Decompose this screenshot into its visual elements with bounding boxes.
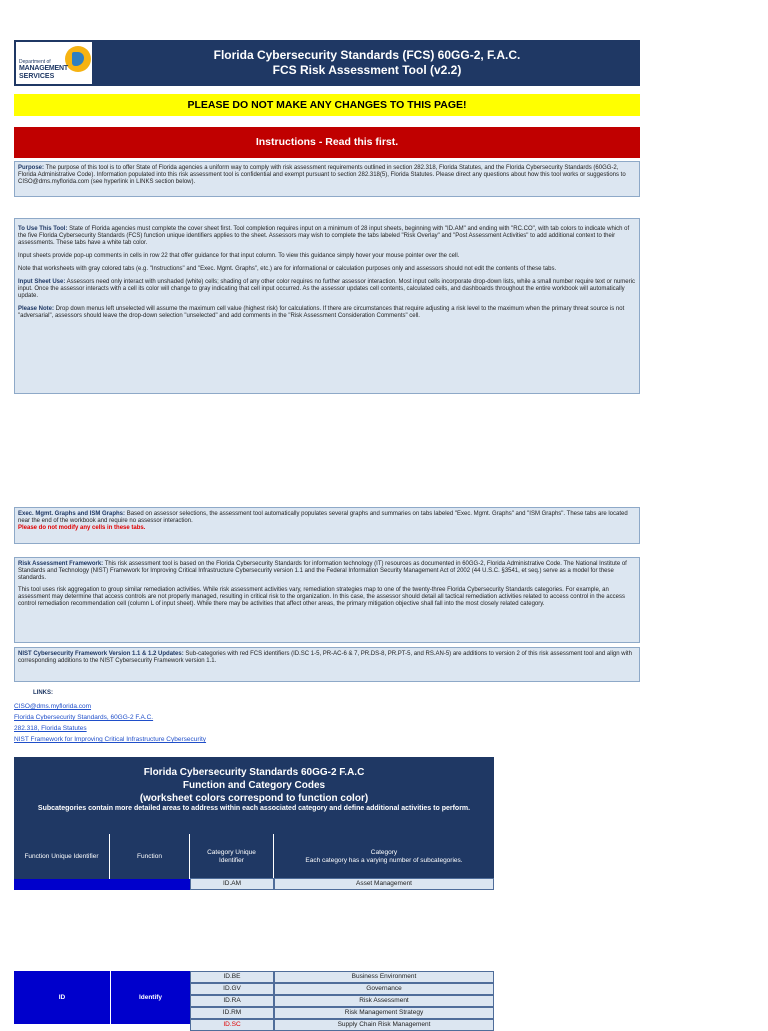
function-table-column-headers [14, 834, 494, 879]
category-code-cell: ID.RM [190, 1007, 274, 1019]
purpose-box [14, 161, 640, 197]
col-category-id: Category Unique Identifier [190, 834, 274, 879]
florida-seal-icon [65, 46, 91, 72]
input-sheet-text: Assessors need only interact with unshaded (white) cells; shading of any other color requires no further assessor interaction. Most input cells incorporate drop-down lists, while a small number require text or numeric input. Once the assessor interacts with a cell its color will change to gray indicating that cell input occurred. As the assessor updates cell contents, calculated cells, and dashboards throughout the entire workbook will automatically update. [18, 278, 635, 299]
logo-line1: Department of [19, 59, 51, 65]
dms-logo [16, 42, 92, 84]
category-code-cell: ID.RA [190, 995, 274, 1007]
statutes-link[interactable]: 282.318, Florida Statutes [14, 725, 87, 732]
framework-text: This risk assessment tool is based on the Florida Cybersecurity Standards for information technology (IT) resources as documented in 60GG-2, Florida Administrative Code. The National Institute of Standards and Technology (NIST) Framework for Improving Critical Infrastructure Cybersecurity version 1.1 and the Federal Information Security Management Act of 2002 (44 U.S.C. §3541, et seq.) serve as a model for these standards. [18, 561, 627, 582]
function-table-title3: (worksheet colors correspond to function color) [139, 793, 369, 804]
graphs-box [14, 507, 640, 544]
function-cell [110, 879, 190, 890]
comments-text: Input sheets provide pop-up comments in cells in row 22 that offer guidance for that input column. To view this guidance simply hover your mouse pointer over the cell. [18, 253, 460, 260]
graphs-warning: Please do not modify any cells in these tabs. [18, 525, 146, 532]
category-code-cell: ID.GV [190, 983, 274, 995]
usage-box [14, 218, 640, 394]
category-code-cell: ID.AM [190, 878, 274, 890]
nist-updates-box [14, 647, 640, 682]
no-changes-warning: PLEASE DO NOT MAKE ANY CHANGES TO THIS PAGE! [14, 94, 640, 116]
logo-line2: MANAGEMENT [19, 65, 68, 72]
usage-text: State of Florida agencies must complete the cover sheet first. Tool completion requires input on a minimum of 28 input sheets, beginning with "ID.AM" and ending with "RC.CO", with tab colors to indicate which of the five Florida Cybersecurity Standards (FCS) function unique identifiers applies to the sheet. Assessors may wish to complete the tabs labeled "Risk Overlay" and "Post Assessment Activities" to add additional context to their assessments. These tabs have a white tab color. [18, 226, 630, 247]
framework-box [14, 557, 640, 643]
function-table-title2: Function and Category Codes [182, 780, 326, 791]
col-function-id: Function Unique Identifier [14, 834, 110, 879]
links-heading: LINKS: [33, 690, 53, 696]
category-code-cell: ID.SC [190, 1019, 274, 1031]
function-table-title: Florida Cybersecurity Standards 60GG-2 F.A.C [143, 767, 365, 778]
purpose-text: The purpose of this tool is to offer State of Florida agencies a uniform way to comply with risk assessment requirements outlined in section 282.318, Florida Statutes, and the Florida Cybersecurity Standards (60GG-2, Florida Administrative Code). Information populated into this risk assessment tool is confidential and exempt pursuant to section 282.318(5), Florida Statutes. Please direct any questions about how this tool works or suggestions to CISO@dms.myflorida.com (see hyperlink in LINKS section below). [18, 165, 626, 186]
category-name-cell: Risk Assessment [274, 995, 494, 1007]
category-name-cell: Business Environment [274, 971, 494, 983]
please-note-text: Drop down menus left unselected will assume the maximum cell value (highest risk) for calculations. If there are circumstances that require adjusting a risk level to the maximum when the primary threat source is not "adversarial", assessors should leave the drop-down selection "unselected" and add comments in the "Risk Assessment Consideration Comments" cell. [18, 305, 625, 319]
category-name-cell: Governance [274, 983, 494, 995]
page-title: Florida Cybersecurity Standards (FCS) 60GG-2, F.A.C. [213, 48, 521, 62]
identify-function-cell: Identify [110, 971, 190, 1024]
col-function: Function [110, 834, 190, 879]
usage-label: To Use This Tool: [18, 226, 68, 232]
function-table-header [14, 757, 494, 834]
category-name-cell: Asset Management [274, 878, 494, 890]
nist-label: NIST Cybersecurity Framework Version 1.1 & 1.2 Updates: [18, 651, 184, 657]
nist-framework-link[interactable]: NIST Framework for Improving Critical Infrastructure Cybersecurity [14, 736, 207, 743]
framework-label: Risk Assessment Framework: [18, 561, 104, 567]
col-category: Category Each category has a varying number of subcategories. [305, 848, 463, 864]
gray-tabs-text: Note that worksheets with gray colored tabs (e.g. "Instructions" and "Exec. Mgmt. Graphs", etc.) are for informational or calculation purposes only and assessors should not edit the contents of these tabs. [18, 265, 557, 272]
function-table-subtitle: Subcategories contain more detailed areas to address within each associated category and define additional activities to perform. [37, 805, 471, 812]
category-code-cell: ID.BE [190, 971, 274, 983]
page-subtitle: FCS Risk Assessment Tool (v2.2) [272, 63, 462, 77]
aggregation-text: This tool uses risk aggregation to group similar remediation activities. While risk assessment activities vary, remediation strategies map to one of the twenty-three Florida Cybersecurity Standards categories. For example, an assessment may determine that access controls are not properly managed, resulting in critical risk to the organization. In this case, the assessor should detail all tactical remediation activities related to access control in the access control remediation recommendation cell (column L of input sheet). While there may be activities that affect other areas, the primary mitigation objective shall fall into the most closely related category. [18, 586, 625, 608]
instructions-banner: Instructions - Read this first. [14, 127, 640, 158]
identify-id-cell: ID [14, 971, 110, 1024]
function-id-cell [14, 879, 110, 890]
fcs-standards-link[interactable]: Florida Cybersecurity Standards, 60GG-2 F.A.C. [14, 714, 154, 721]
please-note-label: Please Note: [18, 305, 55, 312]
graphs-text: Based on assessor selections, the assessment tool automatically populates several graphs and summaries on tabs labeled "Exec. Mgmt. Graphs" and "ISM Graphs". These tabs are located near the end of the workbook and require no assessor interaction. [18, 511, 628, 525]
graphs-label: Exec. Mgmt. Graphs and ISM Graphs: [18, 511, 126, 517]
ciso-email-link[interactable]: CISO@dms.myflorida.com [14, 703, 92, 710]
category-name-cell: Risk Management Strategy [274, 1007, 494, 1019]
category-name-cell: Supply Chain Risk Management [274, 1019, 494, 1031]
header-banner [14, 40, 640, 86]
logo-line3: SERVICES [19, 73, 55, 80]
purpose-label: Purpose: [18, 165, 45, 171]
input-sheet-label: Input Sheet Use: [18, 278, 66, 285]
nist-text: Sub-categories with red FCS identifiers (ID.SC 1-5, PR-AC-6 & 7, PR.DS-8, PR.PT-5, and RS.AN-5) are additions to version 2 of this risk assessment tool and align with corresponding additions to the NIST Cybersecurity Framework version 1.1. [18, 651, 632, 665]
